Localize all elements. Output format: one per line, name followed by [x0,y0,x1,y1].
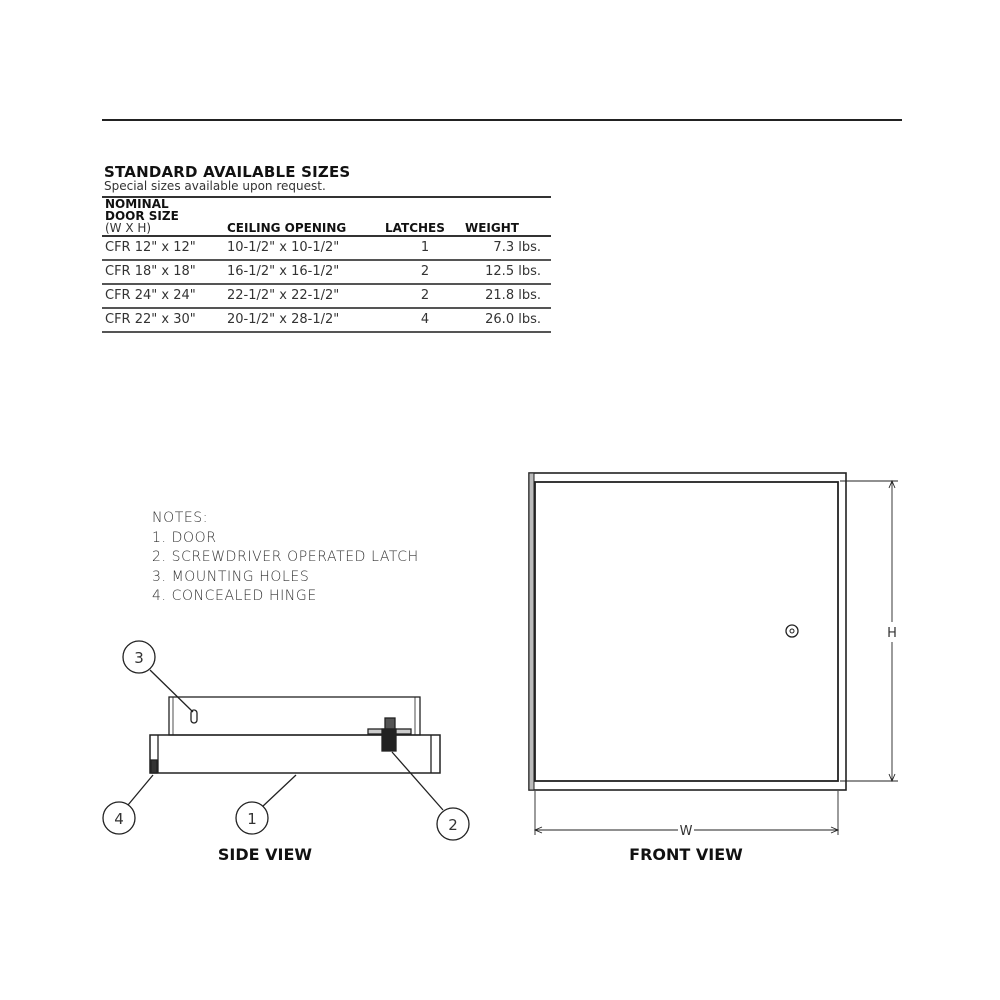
cell-door-size: CFR 22" x 30" [105,312,196,327]
cell-door-size: CFR 24" x 24" [105,288,196,303]
side-view-drawing [103,641,469,840]
sizes-subtitle: Special sizes available upon request. [104,179,326,193]
note-item: 3. MOUNTING HOLES [152,568,310,585]
width-label: W [679,824,693,839]
concealed-hinge-icon [529,473,534,790]
door-panel [535,482,838,781]
callout-3-label: 3 [134,649,144,667]
cell-ceiling-opening: 16-1/2" x 16-1/2" [227,264,340,279]
header-door-size-line2: DOOR SIZE [105,209,179,223]
callout-2-label: 2 [448,816,458,834]
cell-latches: 1 [420,240,430,255]
side-view-caption: SIDE VIEW [217,845,313,864]
cell-latches: 4 [420,312,430,327]
front-view-caption: FRONT VIEW [629,845,743,864]
header-weight: WEIGHT [465,221,519,235]
header-ceiling-opening: CEILING OPENING [227,221,347,235]
callout-1-label: 1 [247,810,257,828]
callout-4-label: 4 [114,810,124,828]
cell-ceiling-opening: 22-1/2" x 22-1/2" [227,288,340,303]
latch-icon [368,718,411,751]
height-label: H [887,626,897,641]
cell-weight: 26.0 lbs. [485,312,541,327]
notes-heading: NOTES: [152,510,209,526]
cell-latches: 2 [420,264,430,279]
header-door-size-line1: NOMINAL [105,197,169,211]
keyhole-latch-icon [786,625,798,637]
hinge-icon [151,760,157,773]
note-item: 4. CONCEALED HINGE [152,588,317,604]
header-latches: LATCHES [385,221,445,235]
cell-ceiling-opening: 10-1/2" x 10-1/2" [227,240,340,255]
cell-ceiling-opening: 20-1/2" x 28-1/2" [227,312,340,327]
header-door-size-line3: (W X H) [105,221,152,235]
cell-latches: 2 [420,288,430,303]
callout-labels [114,649,458,834]
note-item: 1. DOOR [152,529,217,546]
cell-weight: 12.5 lbs. [485,264,541,279]
note-item: 2. SCREWDRIVER OPERATED LATCH [152,549,419,565]
cell-weight: 7.3 lbs. [493,240,541,255]
mounting-hole-icon [191,710,197,723]
sizes-title: STANDARD AVAILABLE SIZES [104,163,351,181]
cell-weight: 21.8 lbs. [485,288,541,303]
cell-door-size: CFR 12" x 12" [105,240,196,255]
front-view-drawing [529,473,898,835]
cell-door-size: CFR 18" x 18" [105,264,196,279]
